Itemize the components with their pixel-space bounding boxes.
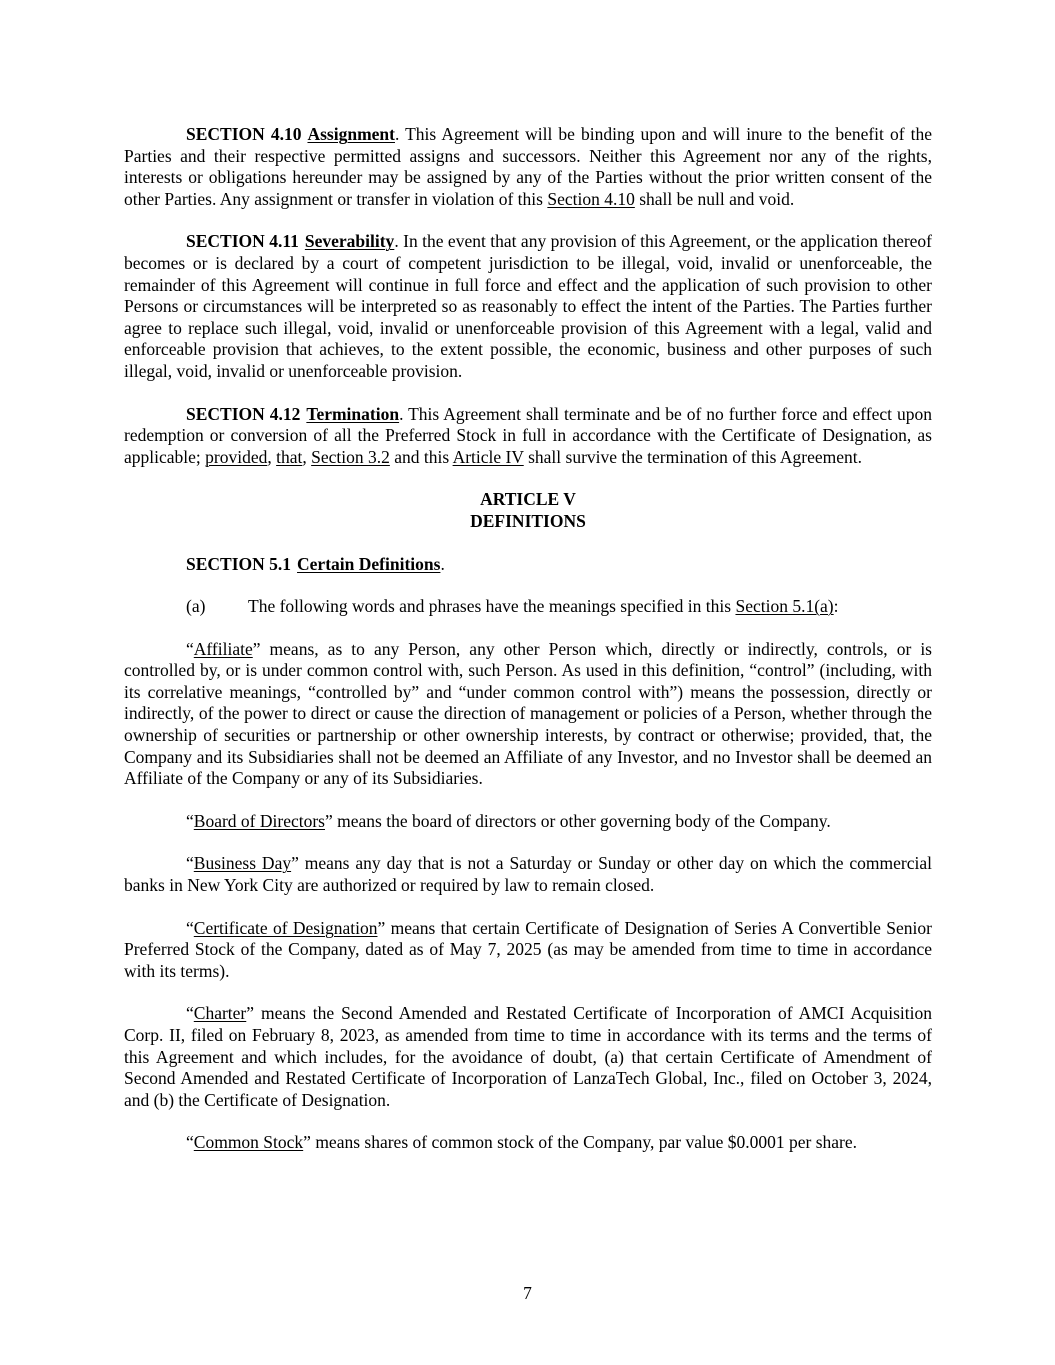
section-number: SECTION 5.1 bbox=[186, 553, 292, 574]
defined-term: Affiliate bbox=[193, 638, 253, 659]
defined-term: Common Stock bbox=[193, 1132, 304, 1153]
section-4-11-paragraph bbox=[124, 231, 932, 382]
definition-business-day bbox=[124, 853, 932, 896]
punctuation: : bbox=[833, 596, 839, 617]
cross-reference: Section 3.2 bbox=[311, 446, 390, 467]
definition-board-of-directors bbox=[124, 811, 932, 833]
quote-mark: “ bbox=[186, 853, 194, 874]
defined-term-provided: provided bbox=[205, 446, 268, 467]
section-text: . This Agreement shall terminate and be of no further force and effect upon redemption or conversion of all the Preferred Stock in full in accordance with the Certificate of Designation, as applicable; bbox=[124, 403, 932, 467]
article-title: DEFINITIONS bbox=[470, 510, 586, 531]
section-title: Severability bbox=[304, 231, 395, 252]
subsection-a bbox=[124, 596, 932, 618]
section-text: shall survive the termination of this Agreement. bbox=[523, 446, 862, 467]
punctuation: , bbox=[302, 446, 312, 467]
section-text: and this bbox=[389, 446, 453, 467]
section-title: Assignment bbox=[307, 124, 395, 144]
section-text: shall be null and void. bbox=[634, 188, 795, 209]
defined-term: Charter bbox=[193, 1003, 247, 1024]
section-4-10-paragraph bbox=[124, 124, 932, 210]
defined-term: Certificate of Designation bbox=[193, 917, 378, 938]
defined-term: Business Day bbox=[193, 853, 292, 874]
punctuation: , bbox=[267, 446, 277, 467]
definition-text: ” means that certain Certificate of Designation of Series A Convertible Senior Preferred Stock of the Company, dated as of May 7, 2025 (as may be amended from time to time in accordance with its terms). bbox=[124, 917, 932, 981]
definition-certificate-of-designation bbox=[124, 918, 932, 983]
quote-mark: “ bbox=[186, 810, 194, 831]
cross-reference: Section 5.1(a) bbox=[735, 596, 834, 617]
section-number: SECTION 4.10 bbox=[186, 124, 302, 144]
quote-mark: “ bbox=[186, 638, 194, 659]
page-content bbox=[124, 124, 932, 1154]
cross-reference: Article IV bbox=[452, 446, 524, 467]
defined-term-that: that bbox=[276, 446, 303, 467]
definition-text: ” means the Second Amended and Restated Certificate of Incorporation of AMCI Acquisition Corp. II, filed on February 8, 2023, as amended from time to time in accordance with its terms and the terms of this Agreement and which includes, for the avoidance of doubt, (a) that certain Certificate of Amendment of Second Amended and Restated Certificate of Incorporation of LanzaTech Global, Inc., filed on October 3, 2024, and (b) the Certificate of Designation. bbox=[124, 1003, 932, 1110]
section-text: . In the event that any provision of this Agreement, or the application thereof becomes or is declared by a court of competent jurisdiction to be illegal, void, invalid or unenforceable, the remainder of this Agreement will continue in full force and effect and the application of such provision to other Persons or circumstances will be interpreted so as reasonably to effect the intent of the Parties. The Parties further agree to replace such illegal, void, invalid or unenforceable provision of this Agreement with a legal, valid and enforceable provision that achieves, to the extent possible, the economic, business and other purposes of such illegal, void, invalid or unenforceable provision. bbox=[124, 231, 933, 381]
definition-text: ” means the board of directors or other governing body of the Company. bbox=[325, 810, 831, 831]
definition-affiliate bbox=[124, 639, 932, 790]
section-4-12-paragraph bbox=[124, 404, 932, 469]
section-text: . This Agreement will be binding upon and will inure to the benefit of the Parties and their respective permitted assigns and successors. Neither this Agreement nor any of the rights, interests or obligations hereunder may be assigned by any of the Parties without the prior written consent of the other Parties. Any assignment or transfer in violation of this bbox=[124, 124, 932, 209]
definition-text: ” means any day that is not a Saturday or Sunday or other day on which the commercial banks in New York City are authorized or required by law to remain closed. bbox=[124, 853, 932, 896]
definition-text: ” means shares of common stock of the Company, par value $0.0001 per share. bbox=[303, 1132, 858, 1153]
punctuation: . bbox=[440, 553, 445, 574]
subsection-label: (a) bbox=[186, 596, 206, 617]
section-number: SECTION 4.12 bbox=[186, 403, 301, 424]
definition-common-stock bbox=[124, 1132, 932, 1154]
cross-reference: Section 4.10 bbox=[547, 188, 635, 209]
quote-mark: “ bbox=[186, 1132, 194, 1153]
definition-charter bbox=[124, 1003, 932, 1111]
subsection-text: The following words and phrases have the meanings specified in this bbox=[248, 596, 736, 617]
quote-mark: “ bbox=[186, 917, 194, 938]
article-heading bbox=[124, 489, 932, 532]
article-number: ARTICLE V bbox=[480, 489, 576, 510]
definition-text: ” means, as to any Person, any other Person which, directly or indirectly, controls, or is controlled by, or is under common control with, such Person. As used in this definition, “control” (including, with its correlative meanings, “controlled by” and “under common control with”) means the possession, directly or indirectly, of the power to direct or cause the direction of management or policies of a Person, whether through the ownership of securities or partnership or other ownership interests, by contract or otherwise; provided, that, the Company and its Subsidiaries shall not be deemed an Affiliate of any Investor, and no Investor shall be deemed an Affiliate of the Company or any of its Subsidiaries. bbox=[124, 638, 932, 789]
defined-term: Board of Directors bbox=[193, 810, 325, 831]
section-title: Certain Definitions bbox=[297, 553, 441, 574]
page-number: 7 bbox=[523, 1283, 532, 1303]
section-number: SECTION 4.11 bbox=[186, 231, 299, 252]
section-5-1-heading bbox=[124, 554, 932, 576]
quote-mark: “ bbox=[186, 1003, 194, 1024]
section-title: Termination bbox=[306, 403, 400, 424]
